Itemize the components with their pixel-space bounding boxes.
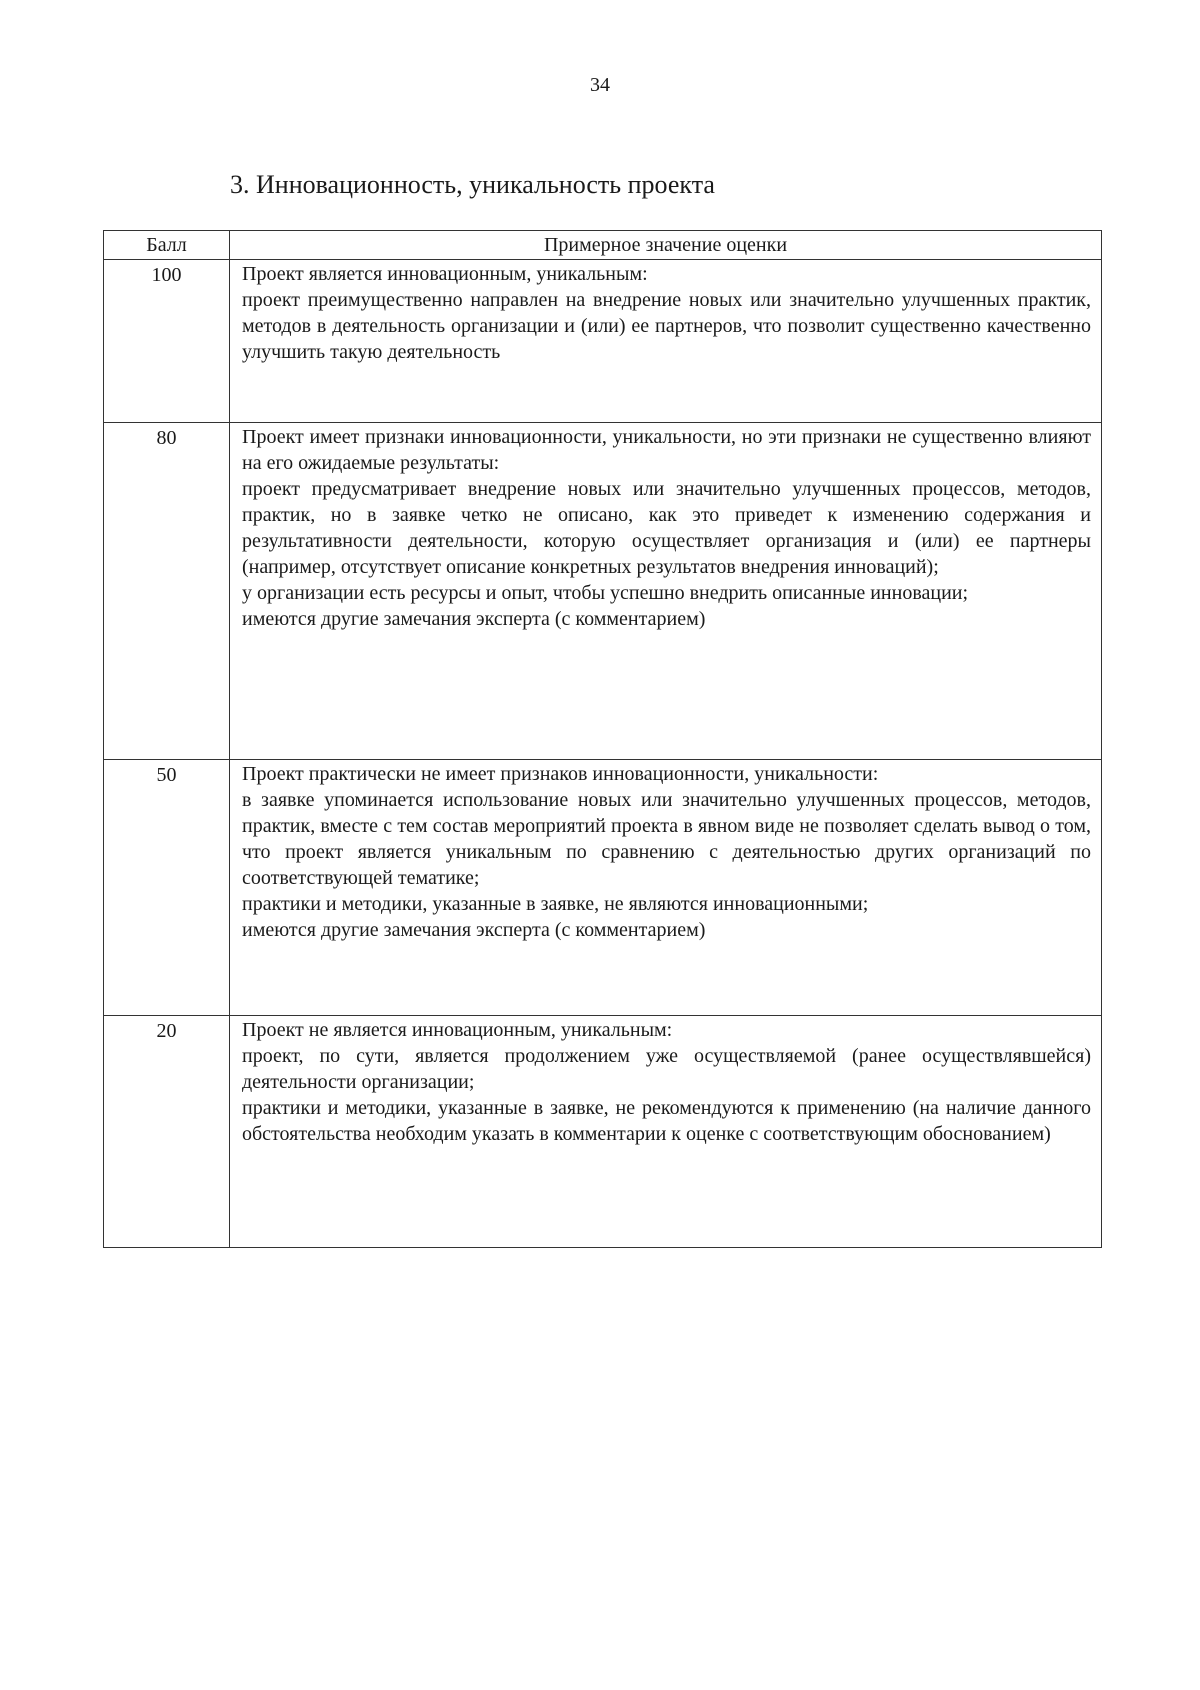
description-line: имеются другие замечания эксперта (с комментарием) xyxy=(242,919,706,941)
section-title: 3. Инновационность, уникальность проекта xyxy=(230,170,715,199)
description-line: проект преимущественно направлен на внедрение новых или значительно улучшенных практик, методов в деятельность организации и (или) ее партнеров, что позволит существенно качественно улучшить такую деятельность xyxy=(242,289,1091,363)
description-line: практики и методики, указанные в заявке, не рекомендуются к применению (на наличие данного обстоятельства необходим указать в комментарии к оценке с соответствующим обоснованием) xyxy=(242,1097,1091,1145)
score-cell: 100 xyxy=(104,260,230,423)
description-line: имеются другие замечания эксперта (с комментарием) xyxy=(242,608,706,630)
description-line: Проект имеет признаки инновационности, уникальности, но эти признаки не существенно влияют на его ожидаемые результаты: xyxy=(242,426,1091,474)
table-header-row xyxy=(104,231,1102,260)
score-cell: 80 xyxy=(104,423,230,760)
description-line: Проект является инновационным, уникальным: xyxy=(242,263,648,285)
description-line: практики и методики, указанные в заявке, не являются инновационными; xyxy=(242,893,869,915)
description-cell xyxy=(230,423,1102,760)
table-row xyxy=(104,260,1102,423)
description-line: проект, по сути, является продолжением уже осуществляемой (ранее осуществлявшейся) деятельности организации; xyxy=(242,1045,1091,1093)
description-column-header: Примерное значение оценки xyxy=(230,231,1102,260)
description-cell xyxy=(230,260,1102,423)
page-number: 34 xyxy=(590,74,610,96)
table-row xyxy=(104,1016,1102,1248)
description-line: Проект практически не имеет признаков инновационности, уникальности: xyxy=(242,763,879,785)
table-row xyxy=(104,760,1102,1016)
description-line: Проект не является инновационным, уникальным: xyxy=(242,1019,673,1041)
description-line: у организации есть ресурсы и опыт, чтобы успешно внедрить описанные инновации; xyxy=(242,582,969,604)
criteria-table xyxy=(103,230,1102,1248)
score-cell: 20 xyxy=(104,1016,230,1248)
table-row xyxy=(104,423,1102,760)
description-cell xyxy=(230,1016,1102,1248)
description-line: проект предусматривает внедрение новых или значительно улучшенных процессов, методов, практик, но в заявке четко не описано, как это приведет к изменению содержания и результативности деятельности, которую осуществляет организация и (или) ее партнеры (например, отсутствует описание конкретных результатов внедрения инноваций); xyxy=(242,478,1091,578)
score-column-header: Балл xyxy=(104,231,230,260)
score-cell: 50 xyxy=(104,760,230,1016)
description-cell xyxy=(230,760,1102,1016)
description-line: в заявке упоминается использование новых или значительно улучшенных процессов, методов, практик, вместе с тем состав мероприятий проекта в явном виде не позволяет сделать вывод о том, что проект является уникальным по сравнению с деятельностью других организаций по соответствующей тематике; xyxy=(242,789,1091,889)
